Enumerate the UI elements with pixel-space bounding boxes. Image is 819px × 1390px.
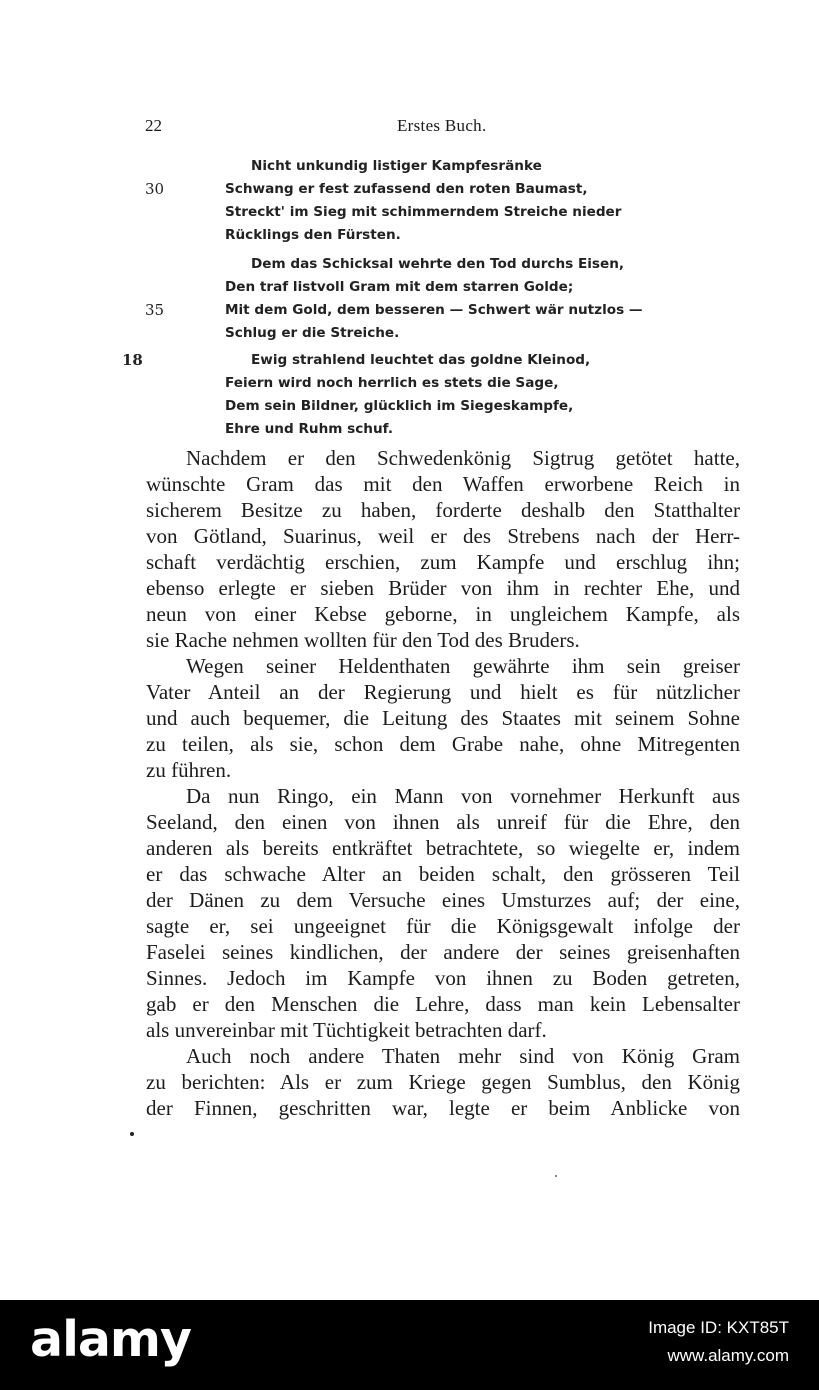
prose-line: sagte er, sei ungeeignet für die Königsgewalt infolge der — [146, 914, 740, 938]
prose-line: der Dänen zu dem Versuche eines Umsturzes auf; der eine, — [146, 888, 740, 912]
prose-line: wünschte Gram das mit den Waffen erworbene Reich in — [146, 472, 740, 496]
prose-line: von Götland, Suarinus, weil er des Strebens nach der Herr- — [146, 524, 740, 548]
prose-line: anderen als bereits entkräftet betrachtete, so wiegelte er, indem — [146, 836, 740, 860]
prose-line: schaft verdächtig erschien, zum Kampfe und erschlug ihn; — [146, 550, 740, 574]
watermark-image-id: Image ID: KXT85T — [648, 1318, 789, 1337]
verse-line: Ewig strahlend leuchtet das goldne Kleinod, — [251, 352, 591, 368]
prose-line: er das schwache Alter an beiden schalt, den grösseren Teil — [146, 862, 740, 886]
prose-line: Seeland, den einen von ihnen als unreif für die Ehre, den — [146, 810, 740, 834]
verse-line: Dem sein Bildner, glücklich im Siegeskampfe, — [225, 398, 574, 414]
prose-line: sie Rache nehmen wollten für den Tod des Bruders. — [146, 628, 580, 652]
prose-line: Da nun Ringo, ein Mann von vornehmer Herkunft aus — [186, 784, 740, 808]
ink-speck — [555, 1175, 557, 1177]
prose-line: und auch bequemer, die Leitung des Staates mit seinem Sohne — [146, 706, 740, 730]
prose-line: zu teilen, als sie, schon dem Grabe nahe, ohne Mitregenten — [146, 732, 740, 756]
prose-line: zu berichten: Als er zum Kriege gegen Sumblus, den König — [146, 1070, 740, 1094]
prose-line: Vater Anteil an der Regierung und hielt es für nützlicher — [146, 680, 740, 704]
prose-line: Nachdem er den Schwedenkönig Sigtrug getötet hatte, — [186, 446, 740, 470]
verse-line: Dem das Schicksal wehrte den Tod durchs Eisen, — [251, 256, 625, 272]
verse-line: Den traf listvoll Gram mit dem starren Golde; — [225, 279, 574, 295]
prose-line: Sinnes. Jedoch im Kampfe von ihnen zu Boden getreten, — [146, 966, 740, 990]
prose-line: als unvereinbar mit Tüchtigkeit betrachten darf. — [146, 1018, 547, 1042]
prose-line: neun von einer Kebse geborne, in ungleichem Kampfe, als — [146, 602, 740, 626]
prose-line: der Finnen, geschritten war, legte er beim Anblicke von — [146, 1096, 740, 1120]
prose-line: gab er den Menschen die Lehre, dass man kein Lebensalter — [146, 992, 740, 1016]
verse-line-number: 35 — [145, 301, 165, 319]
prose-line: Faselei seines kindlichen, der andere der seines greisenhaften — [146, 940, 740, 964]
verse-line: Schlug er die Streiche. — [225, 325, 400, 341]
page-number: 22 — [145, 116, 162, 135]
verse-line: Streckt' im Sieg mit schimmerndem Streiche nieder — [225, 204, 622, 220]
prose-line: zu führen. — [146, 758, 232, 782]
prose-line: ebenso erlegte er sieben Brüder von ihm in rechter Ehe, und — [146, 576, 740, 600]
verse-line: Rücklings den Fürsten. — [225, 227, 401, 243]
prose-line: sicherem Besitze zu haben, forderte deshalb den Statthalter — [146, 498, 740, 522]
verse-line: Schwang er fest zufassend den roten Baumast, — [225, 181, 588, 197]
prose-line: Auch noch andere Thaten mehr sind von König Gram — [186, 1044, 740, 1068]
verse-line-number: 30 — [145, 180, 165, 198]
prose-line: Wegen seiner Heldenthaten gewährte ihm sein greiser — [186, 654, 740, 678]
verse-line: Mit dem Gold, dem besseren — Schwert wär nutzlos — — [225, 302, 643, 318]
verse-line-number: 18 — [122, 351, 143, 369]
verse-line: Nicht unkundig listiger Kampfesränke — [251, 158, 542, 174]
watermark-url: www.alamy.com — [667, 1346, 789, 1365]
ink-speck — [130, 1132, 134, 1136]
running-header-title: Erstes Buch. — [397, 116, 487, 135]
verse-line: Feiern wird noch herrlich es stets die Sage, — [225, 375, 559, 391]
watermark-logo: alamy — [30, 1311, 191, 1368]
verse-line: Ehre und Ruhm schuf. — [225, 421, 393, 437]
